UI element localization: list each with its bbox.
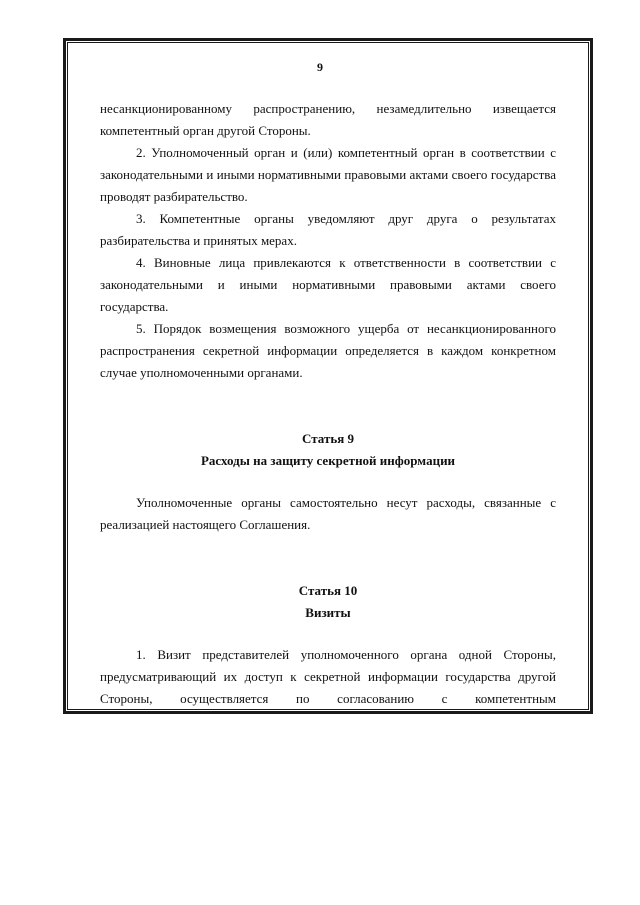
article-10-number: Статья 10 (298, 583, 358, 598)
page-number: 9 (317, 60, 323, 74)
spacer (100, 472, 556, 492)
article-9-text: Уполномоченные органы самостоятельно несут расходы, связанные с реализацией настоящего Соглашения. (100, 495, 556, 532)
document-body (100, 98, 556, 710)
article-10-title: Визиты (305, 605, 351, 620)
spacer (100, 536, 556, 580)
paragraph-item-4: 4. Виновные лица привлекаются к ответственности в соответствии с законодательными и иными нормативными правовыми актами своего государства. (100, 255, 556, 314)
paragraph-item-5: 5. Порядок возмещения возможного ущерба от несанкционированного распространения секретной информации определяется в каждом конкретном случае уполномоченными органами. (100, 321, 556, 380)
paragraph-item-3: 3. Компетентные органы уведомляют друг друга о результатах разбирательства и принятых мерах. (100, 211, 556, 248)
spacer (100, 624, 556, 644)
article-9-title: Расходы на защиту секретной информации (200, 453, 456, 468)
paragraph-continuation: несанкционированному распространению, незамедлительно извещается компетентный орган другой Стороны. (100, 101, 556, 138)
article-9-number: Статья 9 (302, 431, 354, 446)
spacer (100, 384, 556, 428)
article-10-text: 1. Визит представителей уполномоченного органа одной Стороны, предусматривающий их доступ к секретной информации государства другой Стороны, осуществляется по согласованию с компетентным (100, 647, 556, 706)
paragraph-item-2: 2. Уполномоченный орган и (или) компетентный орган в соответствии с законодательными и иными нормативными правовыми актами своего государства проводят разбирательство. (100, 145, 556, 204)
